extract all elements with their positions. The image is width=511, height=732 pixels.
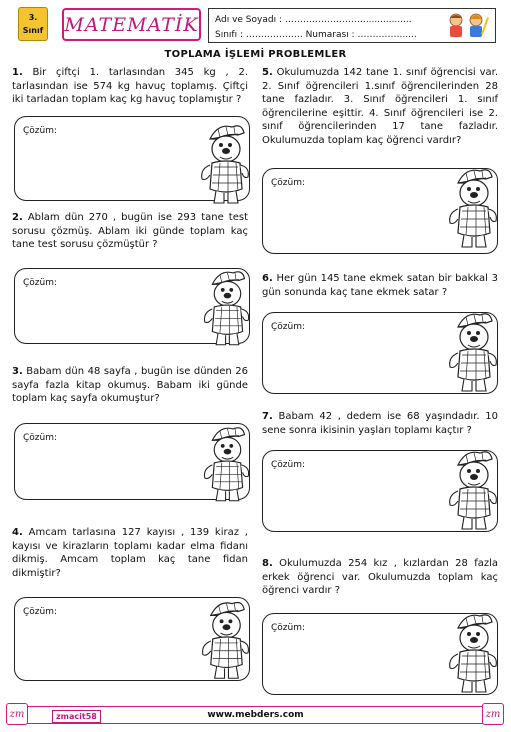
question-8	[262, 557, 498, 598]
students-illustration-icon	[442, 11, 492, 41]
question-3	[12, 365, 248, 406]
question-5	[262, 66, 498, 148]
question-number: 6.	[262, 273, 273, 284]
zm-logo-left-icon: zm	[6, 703, 28, 725]
question-text: Ablam dün 270 , bugün ise 293 tane test sorusu çözmüş. Ablam iki günde toplam kaç tane test sorusu çözmüştür ?	[12, 212, 248, 251]
question-number: 7.	[262, 411, 273, 422]
solution-label: Çözüm:	[23, 607, 58, 617]
question-text: Okulumuzda 142 tane 1. sınıf öğrencisi var. 2. Sınıf öğrencileri 1.sınıf öğrencilerinden 28 tane fazladır. 3. Sınıf öğrencileri 1. sınıf öğrencilerine eşittir. 4. Sınıf öğrencileri ise 2. sınıf öğrencilerinden 17 tane fazladır. Okulumuzda toplam kaç öğrenci vardır?	[262, 67, 498, 146]
grade-label: Sınıf	[22, 26, 44, 35]
solution-box-4[interactable]	[14, 597, 250, 681]
question-text: Babam 42 , dedem ise 68 yaşındadır. 10 sene sonra ikisinin yaşları toplamı kaçtır ?	[262, 411, 498, 436]
solution-box-1[interactable]	[14, 116, 250, 201]
solution-box-5[interactable]	[262, 168, 498, 254]
website-link[interactable]: www.mebders.com	[207, 710, 304, 720]
solution-label: Çözüm:	[271, 460, 306, 470]
mole-mascot-icon	[446, 445, 501, 531]
solution-label: Çözüm:	[23, 126, 58, 136]
question-number: 1.	[12, 67, 23, 78]
question-number: 2.	[12, 212, 23, 223]
question-number: 4.	[12, 527, 23, 538]
question-text: Babam dün 48 sayfa , bugün ise dünden 26 sayfa fazla kitap okumuş. Babam iki günde toplam kaç sayfa okumuştur?	[12, 366, 248, 405]
author-code: zmacit58	[52, 710, 101, 723]
question-7	[262, 410, 498, 437]
solution-label: Çözüm:	[23, 278, 58, 288]
solution-box-2[interactable]	[14, 268, 250, 344]
student-info-box	[208, 8, 496, 43]
solution-box-7[interactable]	[262, 450, 498, 532]
mole-mascot-icon	[446, 608, 501, 694]
question-text: Amcam tarlasına 127 kayısı , 139 kiraz , kayısı ve kirazların toplamı kadar elma fidanı dikmiş. Amcam toplam kaç tane fidan dikmiştir?	[12, 527, 248, 579]
mole-mascot-icon	[446, 163, 501, 249]
question-2	[12, 211, 248, 252]
solution-label: Çözüm:	[271, 322, 306, 332]
solution-box-3[interactable]	[14, 423, 250, 500]
question-number: 8.	[262, 558, 273, 569]
mole-mascot-icon	[201, 265, 253, 347]
question-6	[262, 272, 498, 299]
question-text: Her gün 145 tane ekmek satan bir bakkal 3 gün sonunda kaç tane ekmek satar ?	[262, 273, 498, 298]
subject-title: MATEMATİK	[64, 13, 199, 36]
mole-mascot-icon	[198, 119, 253, 205]
class-number-field[interactable]: Sınıfı : ………………. Numarası : …………….....	[215, 30, 417, 40]
mole-mascot-icon	[446, 307, 501, 393]
question-text: Okulumuzda 254 kız , kızlardan 28 fazla erkek öğrenci var. Okulumuzda toplam kaç öğrenci vardır ?	[262, 558, 498, 597]
subject-title-box	[62, 8, 201, 41]
solution-label: Çözüm:	[23, 433, 58, 443]
question-4	[12, 526, 248, 580]
question-number: 5.	[262, 67, 273, 78]
question-text: Bir çiftçi 1. tarlasından 345 kg , 2. tarlasından ise 574 kg havuç toplamış. Çiftçi iki tarladan toplam kaç kg havuç toplamıştır ?	[12, 67, 248, 106]
page-title: TOPLAMA İŞLEMİ PROBLEMLER	[164, 49, 347, 60]
grade-number: 3.	[28, 13, 38, 22]
solution-box-8[interactable]	[262, 613, 498, 695]
question-1	[12, 66, 248, 107]
mole-mascot-icon	[199, 595, 253, 681]
question-number: 3.	[12, 366, 23, 377]
zm-logo-right-icon: zm	[482, 703, 504, 725]
solution-box-6[interactable]	[262, 312, 498, 394]
grade-badge	[18, 7, 48, 41]
mole-mascot-icon	[201, 421, 253, 503]
solution-label: Çözüm:	[271, 623, 306, 633]
name-field[interactable]: Adı ve Soyadı : ………………………................	[215, 15, 412, 25]
solution-label: Çözüm:	[271, 178, 306, 188]
